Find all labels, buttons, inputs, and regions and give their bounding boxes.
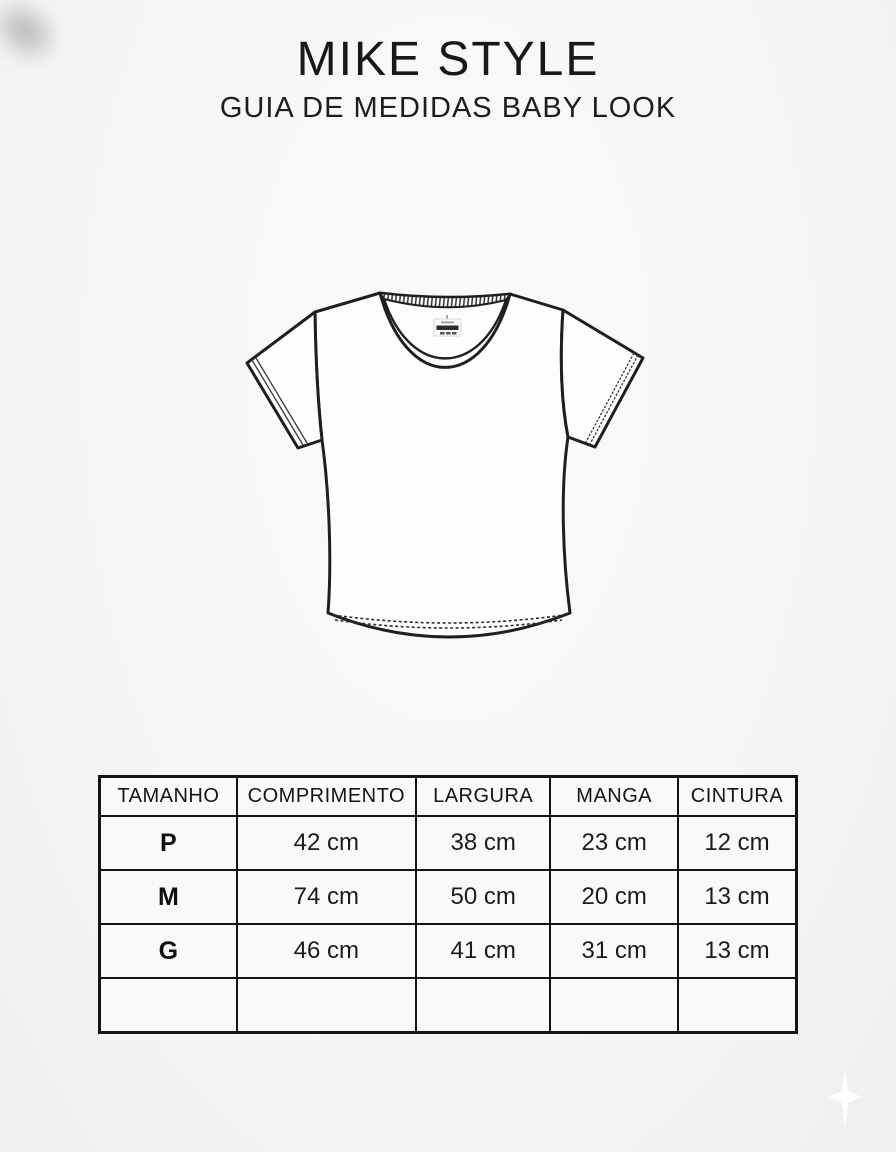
cintura-value: 12 cm bbox=[678, 816, 797, 870]
table-row-size-g bbox=[100, 924, 797, 978]
size-label: P bbox=[100, 816, 237, 870]
tshirt-line-drawing-icon bbox=[220, 270, 670, 670]
comprimento-value bbox=[237, 978, 416, 1033]
table-header-row bbox=[100, 777, 797, 817]
column-header-cintura: CINTURA bbox=[678, 777, 797, 817]
cintura-value: 13 cm bbox=[678, 870, 797, 924]
manga-value: 20 cm bbox=[550, 870, 678, 924]
comprimento-value: 74 cm bbox=[237, 870, 416, 924]
column-header-manga: MANGA bbox=[550, 777, 678, 817]
size-label: G bbox=[100, 924, 237, 978]
size-label bbox=[100, 978, 237, 1033]
measurements-table bbox=[98, 775, 798, 1034]
tshirt-illustration bbox=[220, 270, 670, 670]
column-header-largura: LARGURA bbox=[416, 777, 551, 817]
manga-value bbox=[550, 978, 678, 1033]
tshirt-body bbox=[315, 293, 570, 637]
sparkle-glare bbox=[828, 1068, 862, 1126]
largura-value bbox=[416, 978, 551, 1033]
cintura-value bbox=[678, 978, 797, 1033]
column-header-tamanho: TAMANHO bbox=[100, 777, 237, 817]
largura-value: 38 cm bbox=[416, 816, 551, 870]
tshirt-sleeve-right bbox=[561, 310, 643, 447]
table-row-empty bbox=[100, 978, 797, 1033]
comprimento-value: 46 cm bbox=[237, 924, 416, 978]
page-subtitle: GUIA DE MEDIDAS BABY LOOK bbox=[219, 92, 677, 124]
size-label: M bbox=[100, 870, 237, 924]
tshirt-sleeve-left bbox=[247, 312, 322, 448]
table-row-size-m bbox=[100, 870, 797, 924]
table-row-size-p bbox=[100, 816, 797, 870]
largura-value: 41 cm bbox=[416, 924, 551, 978]
largura-value: 50 cm bbox=[416, 870, 551, 924]
comprimento-value: 42 cm bbox=[237, 816, 416, 870]
manga-value: 31 cm bbox=[550, 924, 678, 978]
page-title: MIKE STYLE bbox=[296, 33, 600, 86]
cintura-value: 13 cm bbox=[678, 924, 797, 978]
column-header-comprimento: COMPRIMENTO bbox=[237, 777, 416, 817]
manga-value: 23 cm bbox=[550, 816, 678, 870]
